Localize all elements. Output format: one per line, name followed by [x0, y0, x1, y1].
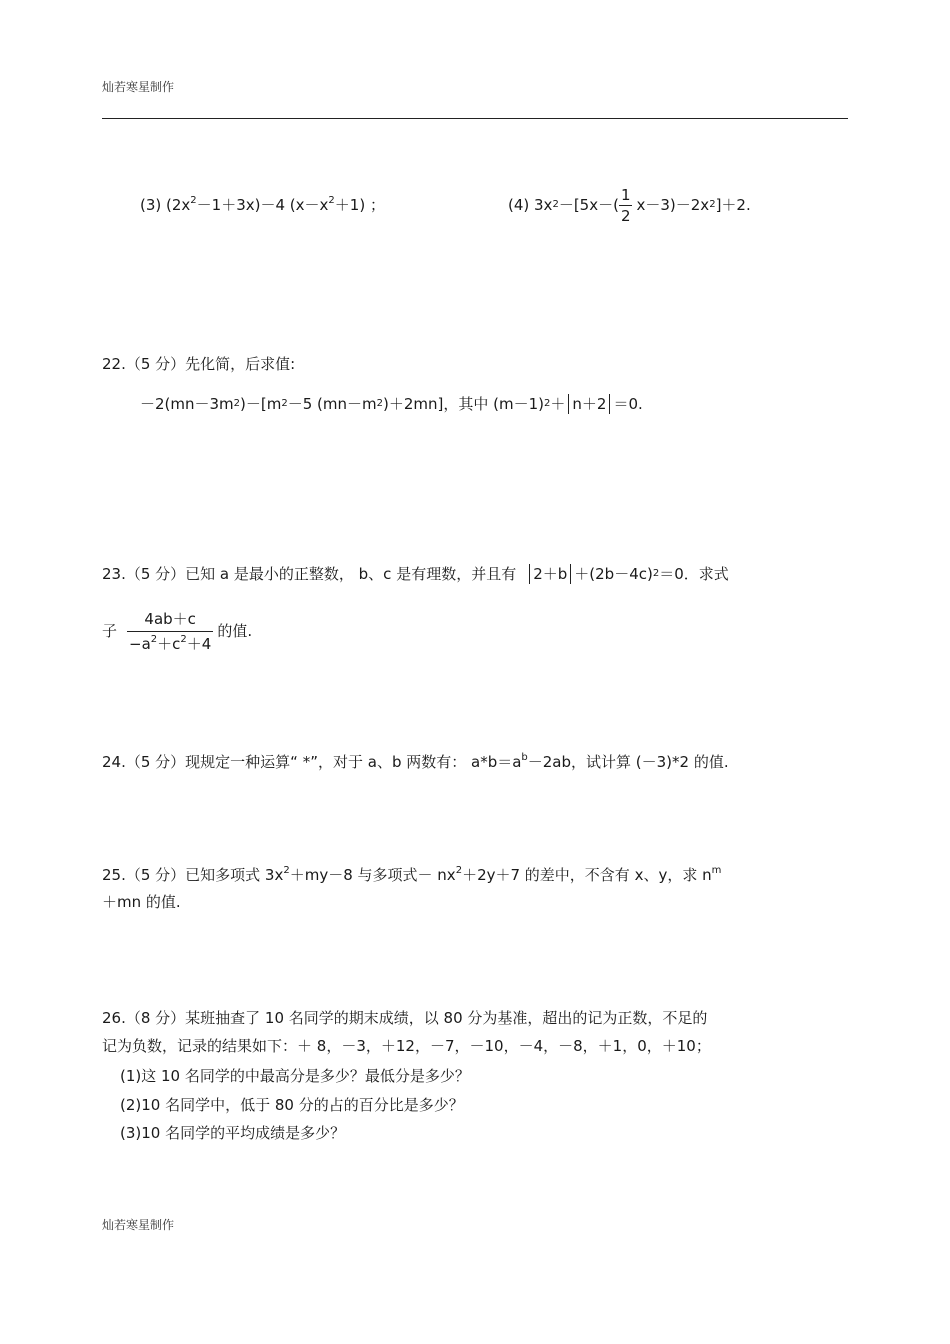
- abs-bar-left: [529, 564, 530, 584]
- q24-b: －2ab，试计算 (－3)*2 的值.: [527, 753, 729, 771]
- abs-bar-right: [570, 564, 571, 584]
- q23-frac-den: [127, 631, 213, 654]
- q21-p3-sup-b: 2: [328, 195, 335, 206]
- q21-p3-text-a: (3) (2x: [140, 196, 191, 214]
- q26-sub2: (2)10 名同学中，低于 80 分的占的百分比是多少？: [120, 1096, 464, 1114]
- header-divider: [102, 118, 848, 119]
- q22-e1: －2(mn－3m: [140, 395, 234, 413]
- q25-b: ＋my－8 与多项式－ nx: [289, 866, 456, 884]
- q22-e6: ＝0.: [613, 395, 643, 413]
- q21-p3-text-b: －1＋3x)－4 (x－x: [196, 196, 329, 214]
- q21-p4-text-d: ]＋2.: [715, 196, 751, 214]
- q23-den-b-sup: 2: [180, 633, 187, 645]
- q23-line1-b: ＋(2b－4c): [574, 565, 653, 583]
- q22-title: 22.（5 分）先化简，后求值:: [102, 355, 296, 373]
- q24-a: 24.（5 分）现规定一种运算“ *”，对于 a、b 两数有： a*b＝a: [102, 753, 522, 771]
- q25-line1: [102, 865, 721, 885]
- abs-bar-right: [609, 394, 610, 414]
- q23-den-b: ＋c: [157, 634, 181, 653]
- q21-p4-text-a: (4) 3x: [508, 196, 553, 214]
- q25-c: ＋2y＋7 的差中，不含有 x、y，求 n: [462, 866, 712, 884]
- q21-p3-text-c: ＋1) ；: [334, 196, 385, 214]
- q23-fraction: [127, 609, 213, 654]
- q23-den-a: −a: [129, 634, 151, 653]
- q23-line1-a: 23.（5 分）已知 a 是最小的正整数， b、c 是有理数，并且有: [102, 565, 517, 583]
- q22-abs-content: n＋2: [572, 395, 607, 413]
- q21-p4-text-c: x－3)－2x: [636, 196, 710, 214]
- q24-text: [102, 752, 729, 772]
- q26-line1: 26.（8 分）某班抽查了 10 名同学的期末成绩，以 80 分为基准，超出的记为正数，不足的: [102, 1009, 708, 1027]
- q24-sup: b: [521, 752, 528, 763]
- q25-line2: ＋mn 的值.: [102, 893, 181, 911]
- q21-part4: (4) 3x 2 －[5x－( $\frac{1}{2}$ x－3)－2x 2 ]＋2.: [508, 185, 751, 225]
- q21-p3-sup-a: 2: [190, 195, 197, 206]
- q21-p4-frac-den: 2: [620, 206, 631, 225]
- q26-sub3: (3)10 名同学的平均成绩是多少？: [120, 1124, 346, 1142]
- q25-c-sup: m: [711, 865, 722, 876]
- q22-expression: －2(mn－3m 2 )－[m 2 －5 (mn－m 2 )＋2mn]，其中 (m－1) 2 ＋ n＋2 ＝0.: [140, 395, 643, 413]
- q23-den-c: ＋4: [186, 634, 212, 653]
- q21-part3: [140, 195, 385, 215]
- q23-abs-content: 2＋b: [533, 565, 568, 583]
- q21-p4-text-b: －[5x－(: [558, 196, 619, 214]
- q25-a: 25.（5 分）已知多项式 3x: [102, 866, 284, 884]
- q26-sub1: (1)这 10 名同学的中最高分是多少？最低分是多少？: [120, 1067, 470, 1085]
- q26-line2: 记为负数，记录的结果如下：＋ 8，－3，＋12，－7，－10，－4，－8，＋1，0，＋10；: [102, 1037, 711, 1055]
- q23-line2-b: 的值.: [217, 622, 253, 640]
- q21-p4-frac-num: 1: [620, 185, 631, 204]
- q25-b-sup: 2: [455, 865, 463, 876]
- q23-line2-a: 子: [102, 622, 118, 640]
- footer-watermark: 灿若寒星制作: [102, 1218, 175, 1232]
- q22-e3: －5 (mn－m: [287, 395, 377, 413]
- q23-den-a-sup: 2: [150, 633, 158, 645]
- q21-p4-fraction: [619, 185, 633, 226]
- q23-line2: [102, 606, 252, 656]
- q23-line1: 23.（5 分）已知 a 是最小的正整数， b、c 是有理数，并且有 2＋b ＋(2b－4c) 2 ＝0．求式: [102, 565, 729, 583]
- q23-line1-c: ＝0．求式: [659, 565, 729, 583]
- q25-a-sup: 2: [283, 865, 290, 876]
- abs-bar-left: [568, 394, 569, 414]
- q22-e5: ＋: [550, 395, 566, 413]
- q22-e4: )＋2mn]，其中 (m－1): [383, 395, 545, 413]
- header-watermark: 灿若寒星制作: [102, 80, 175, 94]
- q23-frac-num: 4ab＋c: [144, 609, 196, 628]
- q22-e2: )－[m: [240, 395, 282, 413]
